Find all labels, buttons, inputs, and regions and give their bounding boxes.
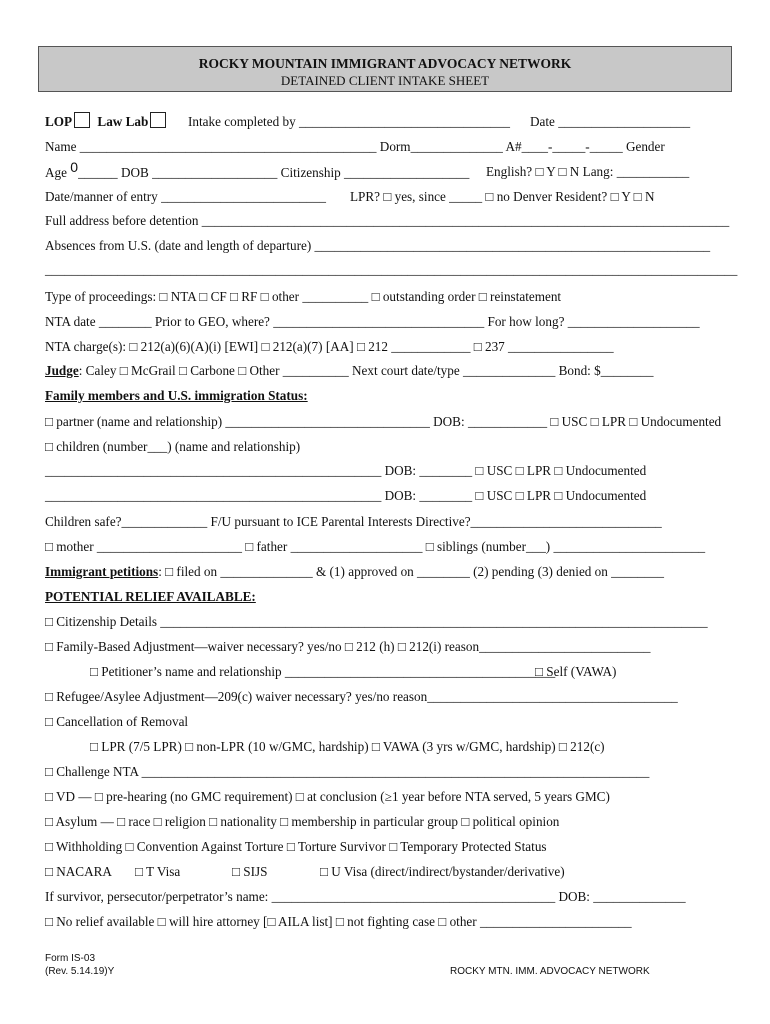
self-vawa-option[interactable]: □ Self (VAWA) bbox=[535, 664, 617, 679]
absences-field[interactable]: Absences from U.S. (date and length of departure) ____________________________________________________________ bbox=[45, 238, 711, 253]
survivor-row[interactable]: If survivor, persecutor/perpetrator’s name: ___________________________________________ DOB: ______________ bbox=[45, 889, 686, 904]
t-visa-option[interactable]: □ T Visa bbox=[135, 864, 181, 879]
child-entry-1[interactable]: ___________________________________________________ DOB: ________ □ USC □ LPR □ Undocumented bbox=[45, 463, 647, 478]
refugee-adjustment-row[interactable]: □ Refugee/Asylee Adjustment—209(c) waiver necessary? yes/no reason______________________________________ bbox=[45, 689, 678, 704]
challenge-nta-row[interactable]: □ Challenge NTA _____________________________________________________________________________ bbox=[45, 764, 650, 779]
child-entry-2[interactable]: ___________________________________________________ DOB: ________ □ USC □ LPR □ Undocumented bbox=[45, 488, 647, 503]
petitioner-row[interactable]: □ Petitioner’s name and relationship _________________________________________ bbox=[90, 664, 556, 679]
u-visa-option[interactable]: □ U Visa (direct/indirect/bystander/derivative) bbox=[320, 864, 565, 879]
age-value: 0 bbox=[70, 159, 79, 175]
partner-row[interactable]: □ partner (name and relationship) _______________________________ DOB: ____________ □ USC □ LPR □ Undocumented bbox=[45, 414, 722, 429]
judge-row[interactable] bbox=[45, 363, 653, 379]
proceedings-row[interactable]: Type of proceedings: □ NTA □ CF □ RF □ other __________ □ outstanding order □ reinstatement bbox=[45, 289, 562, 304]
relief-heading: POTENTIAL RELIEF AVAILABLE: bbox=[45, 589, 256, 604]
org-title: ROCKY MOUNTAIN IMMIGRANT ADVOCACY NETWORK bbox=[198, 56, 572, 71]
vd-row[interactable]: □ VD — □ pre-hearing (no GMC requirement) □ at conclusion (≥1 year before NTA served, 5 years GMC) bbox=[45, 789, 610, 804]
absences-field-continued[interactable]: _________________________________________________________________________________________________________ bbox=[45, 262, 738, 277]
row-lop bbox=[45, 112, 166, 130]
entry-field[interactable]: Date/manner of entry _________________________ bbox=[45, 189, 326, 204]
petitions-options: : □ filed on ______________ & (1) approved on ________ (2) pending (3) denied on ________ bbox=[158, 564, 664, 579]
parents-siblings-row[interactable]: □ mother ______________________ □ father ____________________ □ siblings (number___) _______________________ bbox=[45, 539, 706, 554]
form-subtitle: DETAINED CLIENT INTAKE SHEET bbox=[280, 73, 490, 88]
children-row[interactable]: □ children (number___) (name and relationship) bbox=[45, 439, 301, 454]
judge-options: : Caley □ McGrail □ Carbone □ Other __________ Next court date/type ______________ Bond: $________ bbox=[78, 363, 654, 378]
name-row[interactable]: Name _____________________________________________ Dorm______________ A#____-_____-_____ Gender bbox=[45, 139, 665, 154]
date-field[interactable]: Date ____________________ bbox=[530, 114, 691, 129]
address-field[interactable]: Full address before detention ________________________________________________________________________________ bbox=[45, 213, 730, 228]
citizenship-row[interactable]: □ Citizenship Details ___________________________________________________________________________________ bbox=[45, 614, 708, 629]
petitions-label: Immigrant petitions bbox=[45, 564, 159, 579]
lpr-field[interactable]: LPR? □ yes, since _____ □ no Denver Resident? □ Y □ N bbox=[350, 189, 655, 204]
intake-completed-field[interactable]: Intake completed by ________________________________ bbox=[188, 114, 510, 129]
lawlab-label: Law Lab bbox=[97, 114, 149, 129]
form-header bbox=[38, 46, 732, 92]
nacara-option[interactable]: □ NACARA bbox=[45, 864, 112, 879]
family-adjustment-row[interactable]: □ Family-Based Adjustment—waiver necessary? yes/no □ 212 (h) □ 212(i) reason__________________________ bbox=[45, 639, 651, 654]
petitions-row[interactable] bbox=[45, 564, 664, 580]
dob-citizenship-field: ______ DOB ___________________ Citizenship ___________________ bbox=[78, 165, 470, 180]
asylum-row[interactable]: □ Asylum — □ race □ religion □ nationality □ membership in particular group □ political opinion bbox=[45, 814, 560, 829]
lop-checkbox[interactable] bbox=[74, 112, 90, 128]
children-safe-row[interactable]: Children safe?_____________ F/U pursuant to ICE Parental Interests Directive?_____________________________ bbox=[45, 514, 662, 529]
form-revision: (Rev. 5.14.19)Y bbox=[45, 966, 115, 977]
age-row[interactable] bbox=[45, 159, 470, 181]
lawlab-checkbox[interactable] bbox=[150, 112, 166, 128]
no-relief-row[interactable]: □ No relief available □ will hire attorney [□ AILA list] □ not fighting case □ other _______________________ bbox=[45, 914, 632, 929]
withholding-row[interactable]: □ Withholding □ Convention Against Torture □ Torture Survivor □ Temporary Protected Status bbox=[45, 839, 547, 854]
nta-charges-row[interactable]: NTA charge(s): □ 212(a)(6)(A)(i) [EWI] □ 212(a)(7) [AA] □ 212 ____________ □ 237 ________________ bbox=[45, 339, 614, 354]
age-label: Age bbox=[45, 165, 67, 180]
nta-date-row[interactable]: NTA date ________ Prior to GEO, where? ________________________________ For how long? ____________________ bbox=[45, 314, 700, 329]
cancellation-row[interactable]: □ Cancellation of Removal bbox=[45, 714, 189, 729]
judge-label: Judge bbox=[45, 363, 79, 378]
sijs-option[interactable]: □ SIJS bbox=[232, 864, 268, 879]
footer-org: ROCKY MTN. IMM. ADVOCACY NETWORK bbox=[450, 966, 650, 977]
family-heading: Family members and U.S. immigration Status: bbox=[45, 388, 308, 403]
english-field[interactable]: English? □ Y □ N Lang: ___________ bbox=[486, 164, 690, 179]
cancellation-options[interactable]: □ LPR (7/5 LPR) □ non-LPR (10 w/GMC, hardship) □ VAWA (3 yrs w/GMC, hardship) □ 212(c) bbox=[90, 739, 605, 754]
form-number: Form IS-03 bbox=[45, 953, 96, 964]
lop-label: LOP bbox=[45, 114, 73, 129]
